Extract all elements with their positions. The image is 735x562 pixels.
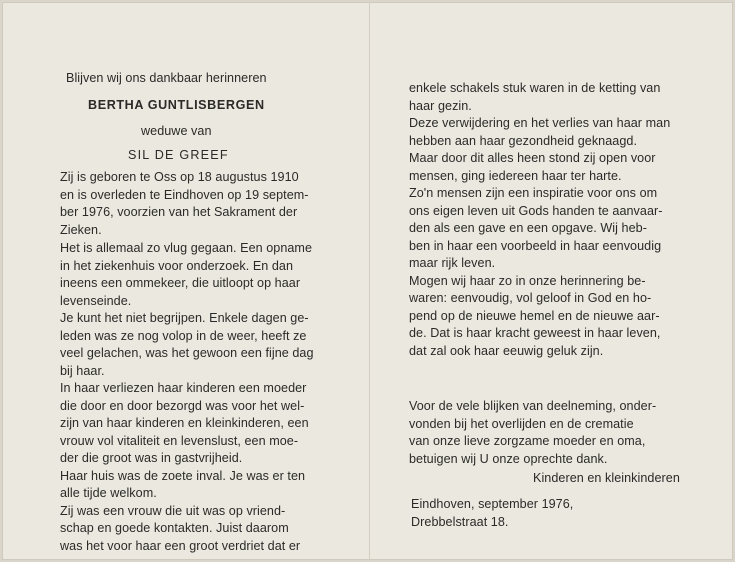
text-line: pend op de nieuwe hemel en de nieuwe aar- [409, 308, 660, 323]
text-line: van onze lieve zorgzame moeder en oma, [409, 434, 646, 448]
text-line: In haar verliezen haar kinderen een moeder [60, 381, 307, 395]
text-line: ineens een ommekeer, die uitloopt op haar [60, 276, 301, 290]
text-line: Je kunt het niet begrijpen. Enkele dagen ge- [60, 311, 309, 325]
place-date: Eindhoven, september 1976, [411, 497, 574, 511]
text-line: in het ziekenhuis voor onderzoek. En dan [60, 258, 294, 273]
text-line: dat zal ook haar eeuwig geluk zijn. [409, 343, 604, 358]
left-panel [60, 2, 350, 560]
text-line: ber 1976, voorzien van het Sakrament der [60, 205, 298, 219]
text-line: mensen, ging iedereen haar ter harte. [409, 168, 622, 183]
birth-death-paragraph [60, 169, 309, 239]
husband-name: SIL DE GREEF [128, 148, 229, 162]
text-line: Haar huis was de zoete inval. Je was er ten [60, 468, 306, 483]
text-line: ben in haar een voorbeeld in haar eenvoudig [409, 238, 662, 253]
family-signature: Kinderen en kleinkinderen [533, 471, 680, 485]
text-line: Mogen wij haar zo in onze herinnering be- [409, 273, 646, 288]
thanks-paragraph [409, 398, 656, 468]
text-line: de. Dat is haar kracht geweest in haar leven, [409, 326, 661, 340]
text-line: vrouw vol vitaliteit en levenslust, een moe- [60, 433, 299, 448]
text-line: en is overleden te Eindhoven op 19 septem- [60, 187, 309, 202]
text-line: Maar door dit alles heen stond zij open voor [409, 151, 656, 165]
text-line: der die groot was in gastvrijheid. [60, 451, 243, 465]
text-line: Zieken. [60, 222, 102, 237]
text-line: die door en door bezorgd was voor het wel- [60, 398, 305, 413]
widow-of-text: weduwe van [141, 124, 212, 138]
continued-paragraph [409, 80, 670, 360]
text-line: haar gezin. [409, 98, 472, 113]
text-line: vonden bij het overlijden en de crematie [409, 416, 634, 431]
text-line: Zij is geboren te Oss op 18 augustus 1910 [60, 170, 299, 184]
text-line: alle tijde welkom. [60, 486, 157, 500]
text-line: bij haar. [60, 363, 105, 378]
text-line: Voor de vele blijken van deelneming, onder- [409, 399, 657, 413]
text-line: betuigen wij U onze oprechte dank. [409, 451, 608, 466]
text-line: leden was ze nog volop in de weer, heeft ze [60, 328, 307, 343]
text-line: Zij was een vrouw die uit was op vriend- [60, 503, 286, 518]
text-line: Deze verwijdering en het verlies van haar man [409, 116, 671, 130]
text-line: Het is allemaal zo vlug gegaan. Een opname [60, 241, 313, 255]
memorial-card [2, 2, 733, 560]
text-line: waren: eenvoudig, vol geloof in God en ho- [409, 291, 652, 305]
text-line: ons eigen leven uit Gods handen te aanvaar- [409, 203, 663, 218]
text-line: veel gelachen, was het gewoon een fijne dag [60, 346, 314, 360]
text-line: maar rijk leven. [409, 256, 496, 270]
text-line: levenseinde. [60, 293, 132, 308]
text-line: Zo'n mensen zijn een inspiratie voor ons om [409, 186, 658, 200]
text-line: was het voor haar een groot verdriet dat er [60, 538, 301, 553]
text-line: den als een gave en een opgave. Wij heb- [409, 221, 647, 235]
text-line: enkele schakels stuk waren in de ketting van [409, 81, 661, 95]
intro-text: Blijven wij ons dankbaar herinneren [66, 71, 267, 85]
right-panel [409, 2, 699, 560]
text-line: hebben aan haar gezondheid geknaagd. [409, 133, 637, 148]
life-paragraph [60, 240, 314, 555]
card-fold-line [369, 2, 370, 560]
street-address: Drebbelstraat 18. [411, 515, 509, 529]
deceased-name: BERTHA GUNTLISBERGEN [88, 98, 265, 112]
text-line: schap en goede kontakten. Juist daarom [60, 521, 289, 535]
text-line: zijn van haar kinderen en kleinkinderen, een [60, 416, 309, 430]
